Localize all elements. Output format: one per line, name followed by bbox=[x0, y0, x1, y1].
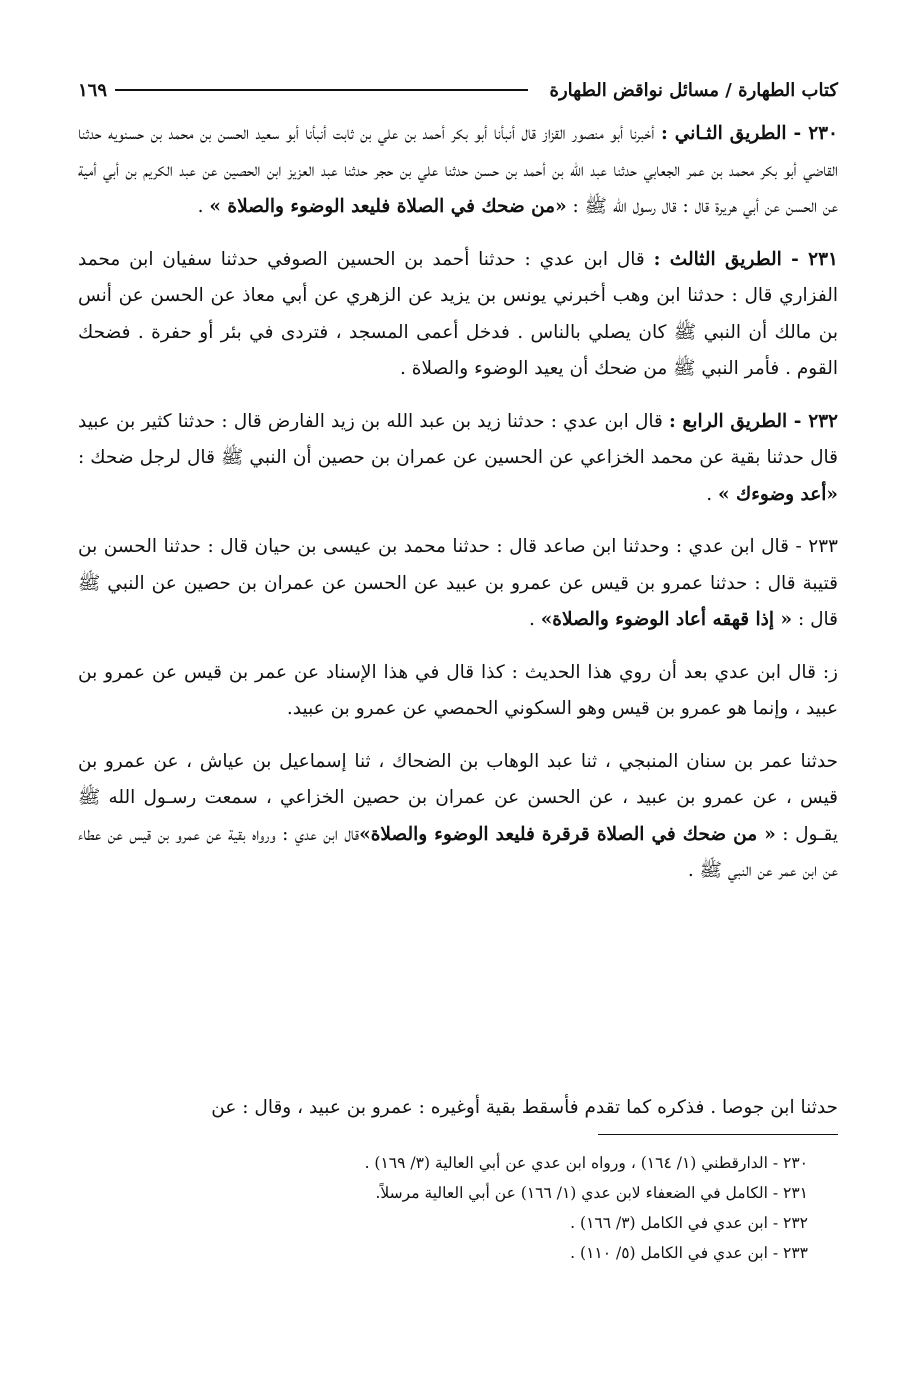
paragraph-isnad bbox=[78, 744, 838, 890]
paragraph-text: ز: قال ابن عدي بعد أن روي هذا الحديث : كذا قال في هذا الإسناد عن عمر بن قيس عن عمرو بن عبيد ، وإنما هو عمرو بن قيس وهو السكوني الحمصي عن عمرو بن عبيد. bbox=[78, 661, 838, 719]
page-number: ١٦٩ bbox=[78, 79, 108, 101]
paragraph-text: حدثنا عمر بن سنان المنبجي ، ثنا عبد الوهاب بن الضحاك ، ثنا إسماعيل بن عياش ، عن عمرو بن قيس ، عن عمرو بن عبيد ، عن الحسن عن عمران بن حصين الخزاعي ، سمعت رسـول الله ﷺ يقـول : bbox=[78, 750, 838, 845]
paragraph-230 bbox=[78, 116, 838, 226]
paragraph-231 bbox=[78, 242, 838, 388]
hadith-quote: «أعد وضوءك » bbox=[717, 483, 838, 505]
paragraph-tail: . bbox=[528, 609, 541, 630]
main-text bbox=[78, 116, 838, 906]
paragraph-232 bbox=[78, 404, 838, 514]
running-header bbox=[78, 74, 838, 106]
hadith-quote: « من ضحك في الصلاة قرقرة فليعد الوضوء والصلاة» bbox=[359, 823, 776, 845]
paragraph-text: قال ابن عدي : حدثنا زيد بن عبد الله بن زيد الفارض قال : حدثنا كثير بن عبيد قال حدثنا بقية عن محمد الخزاعي عن الحسين عن عمران بن حصين أن النبي ﷺ قال لرجل ضحك : bbox=[78, 410, 838, 468]
footnote-233: ٢٣٣ - ابن عدي في الكامل (٥/ ١١٠) . bbox=[570, 1244, 808, 1262]
footnote-231: ٢٣١ - الكامل في الضعفاء لابن عدي (١/ ١٦٦) عن أبي العالية مرسلاً. bbox=[375, 1184, 808, 1202]
footnote-230: ٢٣٠ - الدارقطني (١/ ١٦٤) ، ورواه ابن عدي عن أبي العالية (٣/ ١٦٩) . bbox=[364, 1154, 808, 1172]
paragraph-tail: قال ابن عدي : ورواه بقية عن عمرو بن قيس عن عطاء عن ابن عمر عن النبي ﷺ . bbox=[78, 823, 838, 881]
paragraph-lead: ٢٣٢ - الطريق الرابع : bbox=[669, 410, 838, 432]
paragraph-233 bbox=[78, 529, 838, 639]
paragraph-tail: . bbox=[706, 483, 718, 505]
book-page bbox=[78, 60, 838, 1340]
paragraph-text: قال ابن عدي : حدثنا أحمد بن الحسين الصوفي حدثنا سفيان ابن محمد الفزاري قال : حدثنا ابن وهب أخبرني يونس بن يزيد عن الزهري عن أبي معاذ عن الحسن عن أنس بن مالك أن النبي ﷺ كان يصلي بالناس . فدخل أعمى المسجد ، فتردى في بئر أو حفرة . فضحك القوم . فأمر النبي ﷺ من ضحك أن يعيد الوضوء والصلاة . bbox=[78, 248, 838, 379]
footnotes bbox=[78, 1148, 808, 1268]
header-title: كتاب الطهارة / مسائل نواقض الطهارة bbox=[549, 79, 838, 101]
paragraph-lead: ٢٣١ - الطريق الثالث : bbox=[653, 248, 838, 270]
paragraph-note bbox=[78, 655, 838, 728]
continuation-line: حدثنا ابن جوصا . فذكره كما تقدم فأسقط بقية أوغيره : عمرو بن عبيد ، وقال : عن bbox=[211, 1097, 838, 1118]
header-rule bbox=[115, 89, 528, 91]
paragraph-text: أخبرنا أبو منصور القزاز قال أنبأنا أبو بكر أحمد بن علي بن ثابت أنبأنا أبو سعيد الحسن بن محمد بن حسنويه حدثنا القاضي أبو بكر محمد بن عمر الجعابي حدثنا عبد الله بن أحمد بن حسن حدثنا علي بن حجر حدثنا عبد العزيز ابن الحصين عن عبد الكريم بن أبي أمية عن الحسن عن أبي هريرة قال : قال رسول الله ﷺ : bbox=[78, 123, 838, 217]
hadith-quote: « إذا قهقه أعاد الوضوء والصلاة» bbox=[540, 609, 793, 630]
paragraph-lead: ٢٣٠ - الطريق الثـاني : bbox=[660, 123, 838, 144]
paragraph-text: ٢٣٣ - قال ابن عدي : وحدثنا ابن صاعد قال : حدثنا محمد بن عيسى بن حيان قال : حدثنا الحسن بن قتيبة قال : حدثنا عمرو بن قيس عن عمرو بن عبيد عن الحسن عن عمران بن حصين عن النبي ﷺ قال : bbox=[78, 536, 838, 630]
paragraph-tail: . bbox=[197, 196, 210, 217]
footnote-separator bbox=[598, 1134, 838, 1135]
hadith-quote: «من ضحك في الصلاة فليعد الوضوء والصلاة » bbox=[209, 196, 567, 217]
footnote-232: ٢٣٢ - ابن عدي في الكامل (٣/ ١٦٦) . bbox=[570, 1214, 808, 1232]
